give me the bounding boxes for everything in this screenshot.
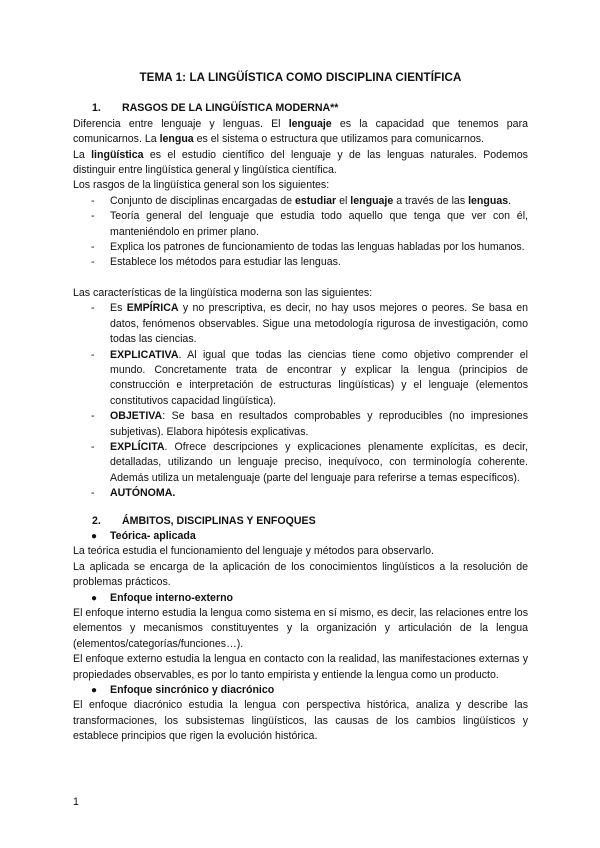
bullet-icon: ●: [91, 530, 98, 542]
section-2-heading: [73, 514, 528, 529]
document-title: TEMA 1: LA LINGÜÍSTICA COMO DISCIPLINA CIENTÍFICA: [139, 71, 462, 84]
list-item: - Teoría general del lenguaje que estudia todo aquello que tenga que ver con él, manteniéndolo en primer plano.: [91, 210, 528, 238]
section-1-heading: [73, 101, 528, 116]
list-item: - Conjunto de disciplinas encargadas de estudiar el lenguaje a través de las lenguas.: [91, 194, 512, 207]
page-content: [73, 70, 528, 745]
bullet-teorica-aplicada: ● Teórica- aplicada: [73, 529, 528, 544]
page-number: 1: [73, 796, 79, 808]
bullet-sincronico-diacronico: ● Enfoque sincrónico y diacrónico: [73, 683, 528, 698]
section-2-title: ÁMBITOS, DISCIPLINAS Y ENFOQUES: [122, 514, 316, 527]
caracteristicas-list: [73, 301, 528, 501]
list-item: - Es EMPÍRICA y no prescriptiva, es decir, no hay usos mejores o peores. Se basa en datos, fenómenos observables. Sigue una metodología rigurosa de investigación, como todas las ciencias.: [91, 302, 528, 346]
rasgos-list: [73, 194, 528, 271]
list-item: - Establece los métodos para estudiar las lenguas.: [91, 256, 341, 269]
list-item: - EXPLICATIVA. Al igual que todas las ciencias tiene como objetivo comprender el mundo. Concretamente trata de encontrar y explicar la lengua (principios de construcción e interpretación de estructuras lingüísticas) y el lenguaje (elementos constitutivos capacidad lingüística).: [91, 348, 528, 407]
paragraph-rasgos-intro: Los rasgos de la lingüística general son los siguientes:: [73, 179, 330, 192]
paragraph: El enfoque interno estudia la lengua como sistema en sí mismo, es decir, las relaciones entre los elementos y mecanismos constituyentes y la organización y articulación de la lengua (elementos/categorías/funciones…).: [73, 607, 528, 650]
list-item: - AUTÓNOMA.: [91, 487, 176, 500]
paragraph-caracteristicas-intro: Las características de la lingüística moderna son las siguientes:: [73, 286, 373, 299]
paragraph-linguistica: La lingüística es el estudio científico del lenguaje y de las lenguas naturales. Podemos distinguir entre lingüística general y lingüística científica.: [73, 148, 528, 177]
section-1-title: RASGOS DE LA LINGÜÍSTICA MODERNA**: [122, 102, 339, 115]
list-item: - OBJETIVA: Se basa en resultados comprobables y reproducibles (no impresiones subjetivas). Elabora hipótesis explicativas.: [91, 410, 528, 438]
paragraph: El enfoque externo estudia la lengua en contacto con la realidad, las manifestaciones externas y propiedades observables, es por lo tanto empirista y entiende la lengua como un producto.: [73, 653, 528, 681]
bullet-icon: ●: [91, 592, 98, 604]
section-2-number: 2.: [92, 514, 101, 527]
paragraph: La aplicada se encarga de la aplicación de los conocimientos lingüísticos a la resolución de problemas prácticos.: [73, 560, 528, 589]
paragraph: La teórica estudia el funcionamiento del lenguaje y métodos para observarlo.: [73, 545, 434, 558]
bullet-icon: ●: [91, 685, 98, 697]
bullet-interno-externo: ● Enfoque interno-externo: [73, 591, 528, 606]
paragraph-lenguaje: Diferencia entre lenguaje y lenguas. El lenguaje es la capacidad que tenemos para comunicarnos. La lengua es el sistema o estructura que utilizamos para comunicarnos.: [73, 117, 528, 146]
paragraph: El enfoque diacrónico estudia la lengua con perspectiva histórica, analiza y describe las transformaciones, los subsistemas lingüísticos, las causas de los cambios lingüísticos y establece principios que rigen la evolución histórica.: [73, 699, 528, 743]
list-item: - EXPLÍCITA. Ofrece descripciones y explicaciones plenamente explícitas, es decir, detalladas, utilizando un lenguaje preciso, inequívoco, con terminología coherente. Además utiliza un metalenguaje (parte del lenguaje para referirse a temas específicos).: [91, 440, 528, 484]
list-item: - Explica los patrones de funcionamiento de todas las lenguas habladas por los humanos.: [91, 241, 525, 254]
section-1-number: 1.: [92, 102, 101, 115]
